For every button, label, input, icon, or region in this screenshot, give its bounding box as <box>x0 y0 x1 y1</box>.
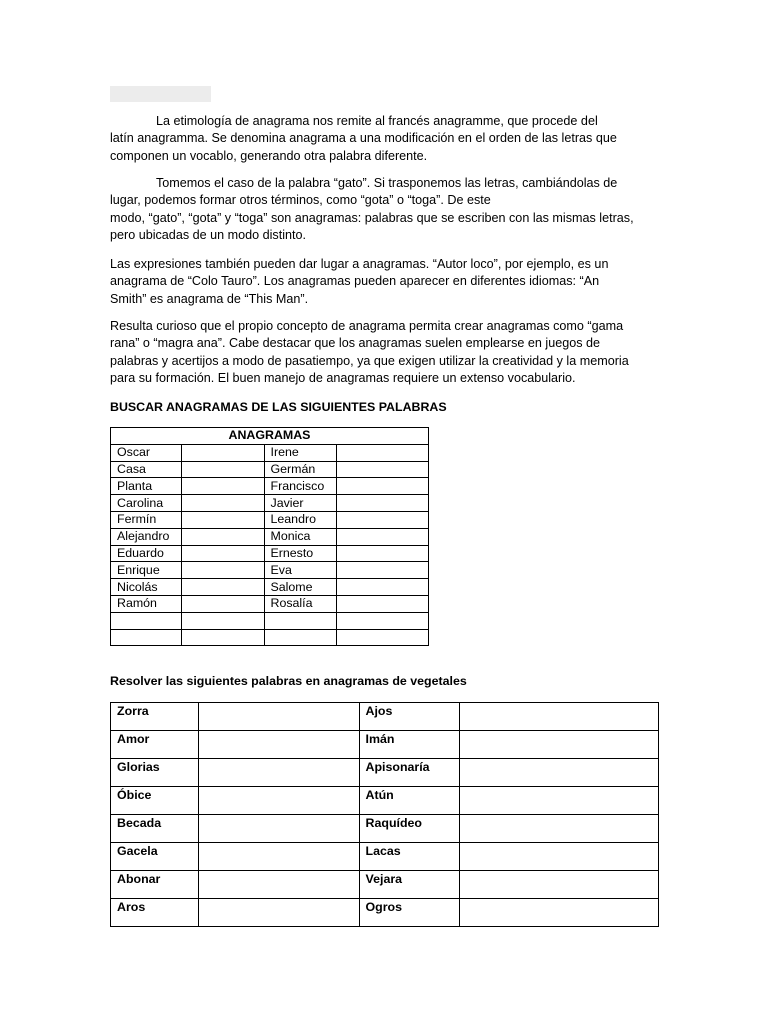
answer-cell[interactable] <box>460 787 659 815</box>
table-row <box>111 815 659 843</box>
paragraph-gato-example <box>110 175 660 245</box>
word-cell: Lacas <box>359 843 460 871</box>
table-row <box>111 629 429 646</box>
word-cell: Nicolás <box>111 579 182 596</box>
table-row <box>111 612 429 629</box>
answer-cell[interactable] <box>337 478 429 495</box>
word-cell <box>264 629 337 646</box>
paragraph-line: palabras y acertijos a modo de pasatiempo, ya que exigen utilizar la creatividad y la memoria <box>110 353 629 368</box>
paragraph-line: modo, “gato”, “gota” y “toga” son anagramas: palabras que se escriben con las mismas letras, <box>110 210 634 225</box>
word-cell: Amor <box>111 731 199 759</box>
paragraph-line: anagrama de “Colo Tauro”. Los anagramas pueden aparecer en diferentes idiomas: “An <box>110 274 600 289</box>
answer-cell[interactable] <box>181 528 264 545</box>
word-cell: Alejandro <box>111 528 182 545</box>
answer-cell[interactable] <box>337 545 429 562</box>
word-cell: Javier <box>264 495 337 512</box>
answer-cell[interactable] <box>460 815 659 843</box>
answer-cell[interactable] <box>198 871 359 899</box>
answer-cell[interactable] <box>337 511 429 528</box>
answer-cell[interactable] <box>460 731 659 759</box>
word-cell: Salome <box>264 579 337 596</box>
answer-cell[interactable] <box>198 787 359 815</box>
word-cell: Casa <box>111 461 182 478</box>
table-header: ANAGRAMAS <box>111 428 429 445</box>
answer-cell[interactable] <box>460 843 659 871</box>
paragraph-line: lugar, podemos formar otros términos, como “gota” o “toga”. De este <box>110 193 491 208</box>
word-cell: Ogros <box>359 899 460 927</box>
word-cell: Leandro <box>264 511 337 528</box>
word-cell: Zorra <box>111 703 199 731</box>
word-cell: Fermín <box>111 511 182 528</box>
answer-cell[interactable] <box>460 871 659 899</box>
word-cell: Oscar <box>111 444 182 461</box>
word-cell: Abonar <box>111 871 199 899</box>
paragraph-line: La etimología de anagrama nos remite al francés anagramme, que procede del <box>156 114 598 128</box>
anagramas-table <box>110 427 429 646</box>
redacted-header-bar <box>110 86 211 102</box>
answer-cell[interactable] <box>198 731 359 759</box>
answer-cell[interactable] <box>181 579 264 596</box>
answer-cell[interactable] <box>198 843 359 871</box>
vegetales-table <box>110 702 659 927</box>
answer-cell[interactable] <box>198 815 359 843</box>
table-row <box>111 528 429 545</box>
answer-cell[interactable] <box>337 444 429 461</box>
answer-cell[interactable] <box>181 595 264 612</box>
word-cell: Eva <box>264 562 337 579</box>
table-row <box>111 843 659 871</box>
word-cell: Ajos <box>359 703 460 731</box>
word-cell: Eduardo <box>111 545 182 562</box>
answer-cell[interactable] <box>181 495 264 512</box>
answer-cell[interactable] <box>337 579 429 596</box>
paragraph-curiosity <box>110 318 660 388</box>
word-cell: Irene <box>264 444 337 461</box>
word-cell: Enrique <box>111 562 182 579</box>
word-cell: Raquídeo <box>359 815 460 843</box>
answer-cell[interactable] <box>198 899 359 927</box>
word-cell: Rosalía <box>264 595 337 612</box>
answer-cell[interactable] <box>181 511 264 528</box>
table-row <box>111 562 429 579</box>
paragraph-line: pero ubicadas de un modo distinto. <box>110 228 307 243</box>
paragraph-line: componen un vocablo, generando otra palabra diferente. <box>110 148 428 163</box>
section-heading-anagramas: BUSCAR ANAGRAMAS DE LAS SIGUIENTES PALABRAS <box>110 400 447 414</box>
word-cell: Óbice <box>111 787 199 815</box>
table-row <box>111 787 659 815</box>
word-cell: Aros <box>111 899 199 927</box>
answer-cell[interactable] <box>181 478 264 495</box>
paragraph-expressions <box>110 256 660 308</box>
table-row <box>111 731 659 759</box>
paragraph-line: latín anagramma. Se denomina anagrama a una modificación en el orden de las letras que <box>110 131 617 146</box>
answer-cell[interactable] <box>337 612 429 629</box>
table-row <box>111 478 429 495</box>
table-row <box>111 703 659 731</box>
word-cell: Atún <box>359 787 460 815</box>
answer-cell[interactable] <box>337 461 429 478</box>
answer-cell[interactable] <box>181 545 264 562</box>
section-heading-vegetales: Resolver las siguientes palabras en anagramas de vegetales <box>110 674 467 688</box>
answer-cell[interactable] <box>181 461 264 478</box>
word-cell: Francisco <box>264 478 337 495</box>
paragraph-line: Tomemos el caso de la palabra “gato”. Si trasponemos las letras, cambiándolas de <box>156 176 618 190</box>
word-cell: Gacela <box>111 843 199 871</box>
table-row <box>111 759 659 787</box>
table-row <box>111 545 429 562</box>
word-cell <box>111 629 182 646</box>
answer-cell[interactable] <box>337 528 429 545</box>
table-row <box>111 899 659 927</box>
word-cell: Ramón <box>111 595 182 612</box>
table-header-row <box>111 428 429 445</box>
answer-cell[interactable] <box>181 444 264 461</box>
word-cell: Imán <box>359 731 460 759</box>
word-cell <box>264 612 337 629</box>
table-row <box>111 511 429 528</box>
answer-cell[interactable] <box>181 629 264 646</box>
answer-cell[interactable] <box>460 759 659 787</box>
table-row <box>111 461 429 478</box>
word-cell: Apisonaría <box>359 759 460 787</box>
answer-cell[interactable] <box>198 759 359 787</box>
answer-cell[interactable] <box>337 495 429 512</box>
word-cell: Carolina <box>111 495 182 512</box>
table-row <box>111 871 659 899</box>
word-cell: Monica <box>264 528 337 545</box>
answer-cell[interactable] <box>181 562 264 579</box>
paragraph-line: rana” o “magra ana”. Cabe destacar que los anagramas suelen emplearse en juegos de <box>110 336 601 351</box>
table-row <box>111 579 429 596</box>
paragraph-etymology <box>110 113 660 165</box>
answer-cell[interactable] <box>337 595 429 612</box>
table-row <box>111 595 429 612</box>
paragraph-line: Smith” es anagrama de “This Man”. <box>110 291 309 306</box>
word-cell: Glorias <box>111 759 199 787</box>
word-cell <box>111 612 182 629</box>
answer-cell[interactable] <box>337 629 429 646</box>
word-cell: Planta <box>111 478 182 495</box>
paragraph-line: Resulta curioso que el propio concepto de anagrama permita crear anagramas como “gama <box>110 319 624 333</box>
table-row <box>111 444 429 461</box>
answer-cell[interactable] <box>460 899 659 927</box>
word-cell: Germán <box>264 461 337 478</box>
answer-cell[interactable] <box>337 562 429 579</box>
answer-cell[interactable] <box>460 703 659 731</box>
paragraph-line: para su formación. El buen manejo de anagramas requiere un extenso vocabulario. <box>110 371 576 386</box>
word-cell: Becada <box>111 815 199 843</box>
answer-cell[interactable] <box>181 612 264 629</box>
answer-cell[interactable] <box>198 703 359 731</box>
word-cell: Ernesto <box>264 545 337 562</box>
paragraph-line: Las expresiones también pueden dar lugar a anagramas. “Autor loco”, por ejemplo, es un <box>110 257 609 271</box>
anagramas-table-body <box>111 444 429 646</box>
vegetales-table-body <box>111 703 659 927</box>
word-cell: Vejara <box>359 871 460 899</box>
table-row <box>111 495 429 512</box>
